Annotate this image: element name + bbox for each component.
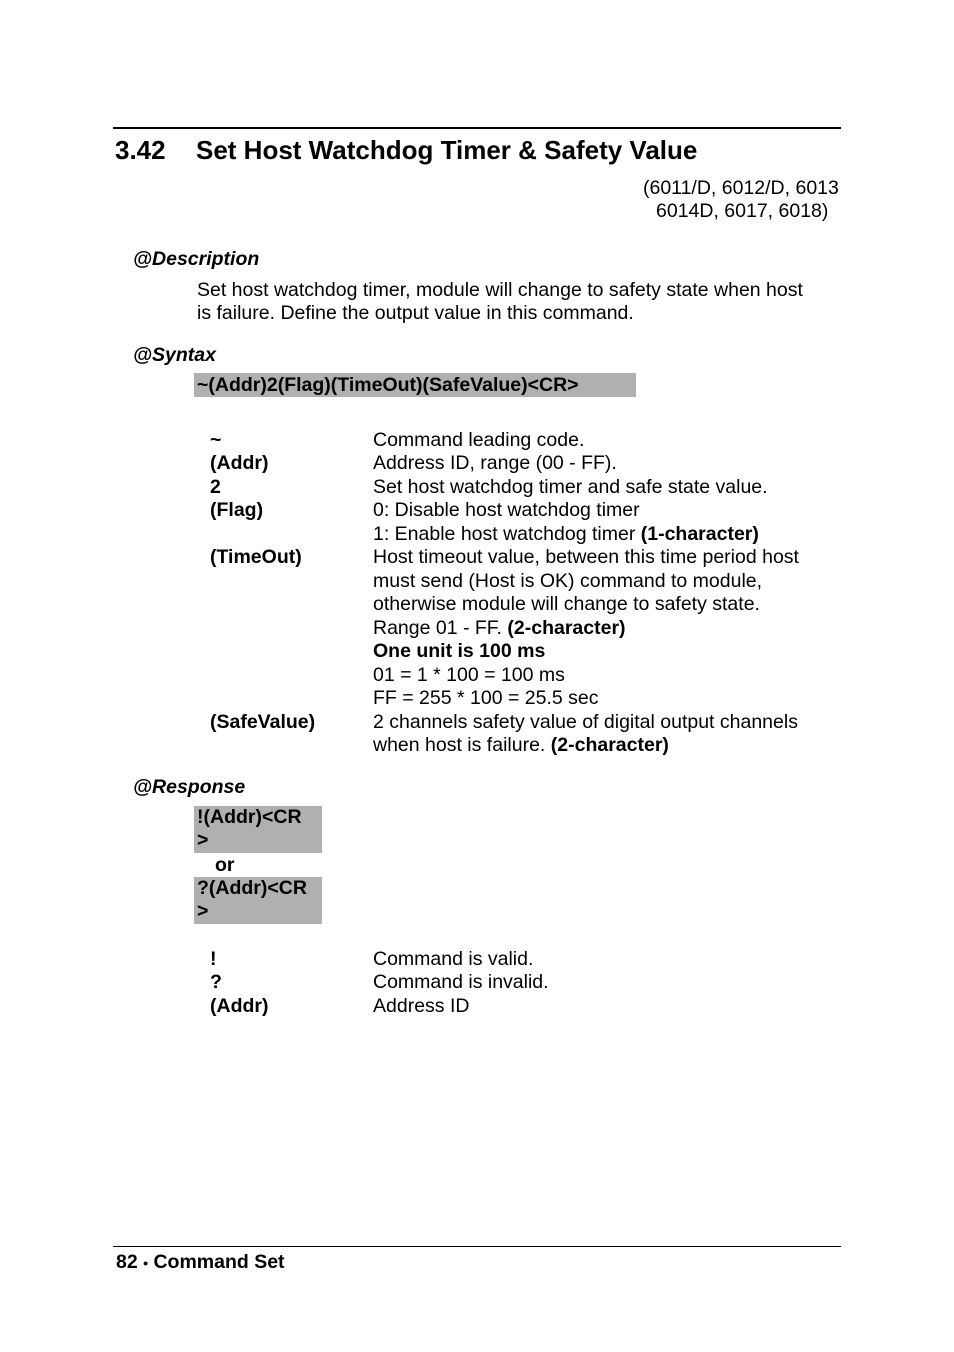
response-or: or [215,854,235,876]
top-rule [113,127,841,129]
resp-bang-name: ! [210,948,217,970]
param-flag-desc-1: 0: Disable host watchdog timer [373,499,640,521]
response-valid-line-1: !(Addr)<CR [197,806,302,828]
param-timeout-desc-6: 01 = 1 * 100 = 100 ms [373,664,565,686]
param-timeout-name: (TimeOut) [210,546,302,568]
response-valid-box [194,806,322,853]
response-invalid-box [194,877,322,924]
section-number: 3.42 [115,135,166,165]
footer-page-number: 82 [116,1251,138,1273]
param-tilde-desc: Command leading code. [373,429,585,451]
param-flag-name: (Flag) [210,499,264,521]
response-invalid-line-1: ?(Addr)<CR [197,877,307,899]
param-safevalue-desc-2-bold: (2-character) [550,734,669,756]
param-tilde-name: ~ [210,429,222,451]
param-timeout-desc-1: Host timeout value, between this time period host [373,546,799,568]
description-line-1: Set host watchdog timer, module will change to safety state when host [197,279,803,301]
param-flag-desc-2-bold: (1-character) [640,523,759,545]
description-line-2: is failure. Define the output value in this command. [197,302,634,324]
models-line-2: 6014D, 6017, 6018) [656,200,829,222]
response-invalid-line-2: > [197,900,209,922]
models-line-1: (6011/D, 6012/D, 6013 [643,177,839,199]
param-2-name: 2 [210,476,221,498]
description-heading: @Description [133,248,260,270]
param-timeout-desc-3: otherwise module will change to safety state. [373,593,760,615]
resp-bang-desc: Command is valid. [373,948,534,970]
resp-question-desc: Command is invalid. [373,971,549,993]
param-timeout-desc-7: FF = 255 * 100 = 25.5 sec [373,687,599,709]
param-timeout-desc-4-text: Range 01 - FF. [373,617,508,639]
resp-addr-desc: Address ID [373,995,470,1017]
param-timeout-desc-4 [373,617,626,640]
param-safevalue-name: (SafeValue) [210,711,316,733]
param-flag-desc-2-text: 1: Enable host watchdog timer [373,523,641,545]
param-timeout-desc-2: must send (Host is OK) command to module, [373,570,763,592]
param-safevalue-desc-1: 2 channels safety value of digital output channels [373,711,798,733]
param-2-desc: Set host watchdog timer and safe state value. [373,476,768,498]
syntax-heading: @Syntax [133,344,216,366]
resp-question-name: ? [210,971,222,993]
param-safevalue-desc-2-text: when host is failure. [373,734,551,756]
response-valid-line-2: > [197,829,209,851]
footer-rule [113,1246,841,1247]
syntax-command-text: ~(Addr)2(Flag)(TimeOut)(SafeValue)<CR> [197,374,579,396]
param-timeout-desc-5: One unit is 100 ms [373,640,546,662]
param-addr-name: (Addr) [210,452,269,474]
resp-addr-name: (Addr) [210,995,269,1017]
param-timeout-desc-4-bold: (2-character) [507,617,626,639]
footer-chapter: Command Set [153,1251,285,1273]
footer [116,1251,285,1274]
response-heading: @Response [133,776,246,798]
footer-bullet: • [143,1255,149,1271]
param-flag-desc-2 [373,523,759,546]
page-title: Set Host Watchdog Timer & Safety Value [196,135,698,165]
syntax-command [194,373,636,397]
param-safevalue-desc-2 [373,734,669,757]
param-addr-desc: Address ID, range (00 - FF). [373,452,617,474]
